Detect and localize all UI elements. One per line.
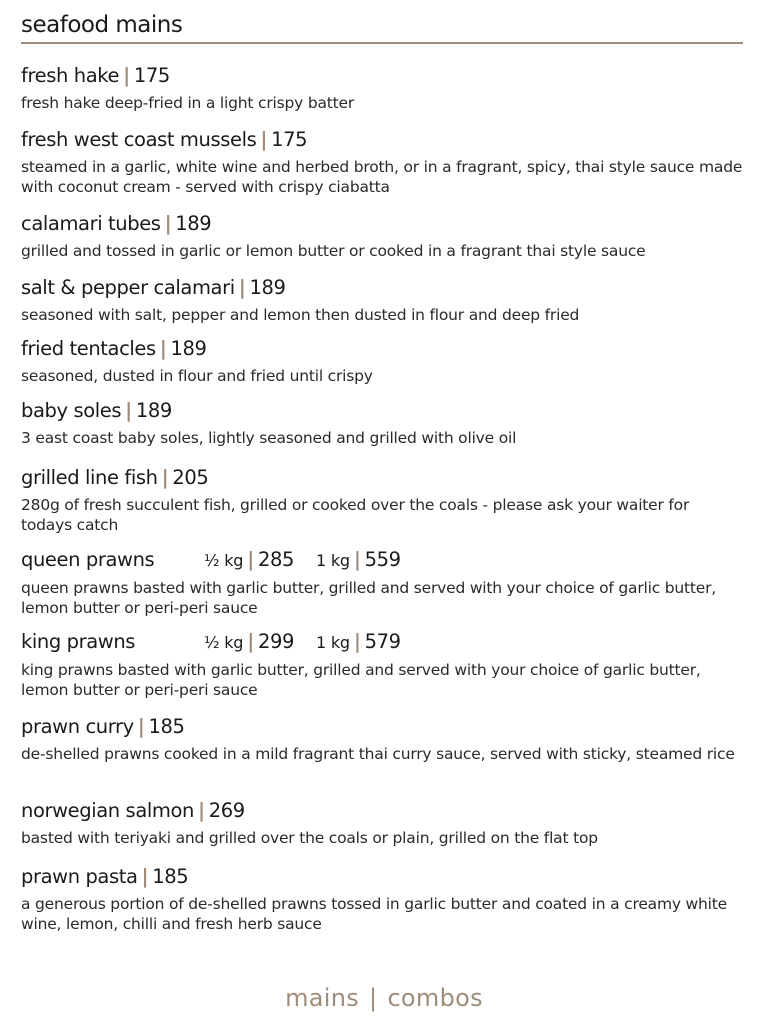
menu-item [21, 548, 743, 618]
menu-item-price: 579 [364, 630, 401, 653]
menu-item-price: 175 [271, 128, 308, 151]
menu-item-title [21, 865, 743, 889]
menu-item-name: norwegian salmon [21, 799, 194, 822]
price-separator: | [159, 337, 167, 360]
menu-item [21, 64, 743, 113]
menu-item-price-option [316, 548, 401, 573]
menu-item-price: 189 [135, 399, 172, 422]
menu-item-price: 299 [257, 630, 294, 653]
menu-item-price: 185 [152, 865, 189, 888]
menu-item-price: 559 [364, 548, 401, 571]
menu-item-unit: 1 kg [315, 633, 350, 652]
price-separator: | [260, 128, 268, 151]
price-separator: | [141, 865, 149, 888]
menu-page [21, 10, 743, 933]
menu-item-description: de-shelled prawns cooked in a mild fragrant thai curry sauce, served with sticky, steamed rice [21, 745, 735, 763]
price-separator: | [197, 799, 205, 822]
menu-item [21, 630, 743, 700]
menu-item-name: fresh hake [21, 64, 120, 87]
menu-item-name: fried tentacles [21, 337, 156, 360]
menu-item-price: 205 [172, 466, 209, 489]
menu-item-description: 280g of fresh succulent fish, grilled or cooked over the coals - please ask your waiter for todays catch [21, 496, 690, 534]
price-separator: | [247, 548, 254, 571]
menu-item-name: fresh west coast mussels [21, 128, 257, 151]
menu-item-title [21, 630, 743, 655]
menu-item [21, 128, 743, 197]
price-separator: | [247, 630, 254, 653]
menu-item [21, 337, 743, 386]
menu-item-name: salt & pepper calamari [21, 276, 235, 299]
menu-item-price: 189 [249, 276, 286, 299]
menu-item-name: prawn pasta [21, 865, 138, 888]
menu-item-name: baby soles [21, 399, 122, 422]
menu-item-title [21, 466, 743, 490]
menu-item-description: a generous portion of de-shelled prawns tossed in garlic butter and coated in a creamy white wine, lemon, chilli and fresh herb sauce [21, 895, 727, 933]
menu-item-unit: ½ kg [204, 633, 244, 652]
menu-item-price-option [316, 630, 401, 655]
price-separator: | [164, 212, 172, 235]
price-separator: | [353, 548, 361, 571]
menu-item [21, 399, 743, 448]
menu-item-description: queen prawns basted with garlic butter, grilled and served with your choice of garlic butter, lemon butter or peri-peri sauce [21, 579, 717, 617]
menu-item-unit: ½ kg [204, 551, 244, 570]
menu-item [21, 276, 743, 325]
menu-item-name: king prawns [21, 630, 136, 653]
price-separator: | [238, 276, 246, 299]
menu-item-price: 285 [257, 548, 294, 571]
menu-item [21, 865, 743, 934]
menu-item [21, 715, 743, 764]
menu-item-description: king prawns basted with garlic butter, grilled and served with your choice of garlic butter, lemon butter or peri-peri sauce [21, 661, 701, 699]
menu-item-price-option [204, 548, 294, 573]
menu-item-description: seasoned with salt, pepper and lemon then dusted in flour and deep fried [21, 306, 580, 324]
menu-item-price: 269 [208, 799, 245, 822]
menu-item-name: calamari tubes [21, 212, 161, 235]
menu-item-title [21, 128, 743, 152]
section-divider [21, 42, 743, 44]
menu-item-price-option [204, 630, 294, 655]
section-title: seafood mains [21, 12, 183, 38]
menu-item-price: 185 [148, 715, 185, 738]
price-separator: | [137, 715, 145, 738]
price-separator: | [161, 466, 169, 489]
price-separator: | [353, 630, 361, 653]
price-separator: | [125, 399, 132, 422]
menu-item-title [21, 64, 743, 88]
menu-item-name: grilled line fish [21, 466, 158, 489]
menu-item-title [21, 212, 743, 236]
menu-item-title [21, 399, 743, 423]
menu-item-unit: 1 kg [315, 551, 350, 570]
menu-item-name: prawn curry [21, 715, 134, 738]
menu-item-title [21, 715, 743, 739]
menu-item-price: 189 [175, 212, 212, 235]
menu-item-description: grilled and tossed in garlic or lemon butter or cooked in a fragrant thai style sauce [21, 242, 646, 260]
menu-item-title [21, 276, 743, 300]
menu-item [21, 212, 743, 261]
footer-nav [0, 984, 768, 1012]
menu-item-title [21, 799, 743, 823]
price-separator: | [123, 64, 130, 87]
menu-item-name: queen prawns [21, 548, 155, 571]
menu-item-title [21, 337, 743, 361]
menu-item-price: 175 [133, 64, 170, 87]
menu-item-price: 189 [170, 337, 207, 360]
menu-item-title [21, 548, 743, 573]
menu-item [21, 799, 743, 848]
menu-item [21, 466, 743, 535]
footer-link-mains[interactable]: mains [285, 984, 360, 1012]
menu-item-description: 3 east coast baby soles, lightly seasoned and grilled with olive oil [21, 429, 517, 447]
menu-item-description: basted with teriyaki and grilled over the coals or plain, grilled on the flat top [21, 829, 598, 847]
footer-link-combos[interactable]: combos [387, 984, 483, 1012]
menu-item-description: steamed in a garlic, white wine and herbed broth, or in a fragrant, spicy, thai style sauce made with coconut cream - served with crispy ciabatta [21, 158, 743, 196]
menu-item-description: seasoned, dusted in flour and fried until crispy [21, 367, 373, 385]
menu-item-description: fresh hake deep-fried in a light crispy batter [21, 94, 355, 112]
footer-separator: | [369, 984, 378, 1012]
